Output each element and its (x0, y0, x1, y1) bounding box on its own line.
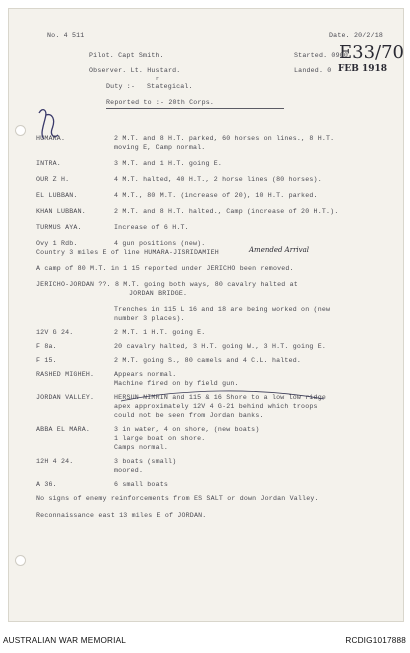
entry-detail: 2 M.T. and 8 H.T. parked, 60 horses on lines., 8 H.T. (114, 135, 335, 142)
entry-detail: Machine fired on by field gun. (114, 380, 239, 387)
entry-location: EL LUBBAN. (36, 192, 78, 199)
punch-hole (15, 125, 26, 136)
entry-detail: 2 M.T. 1 H.T. going E. (114, 329, 206, 336)
entry-detail: moored. (114, 467, 144, 474)
entry-location: 12V G 24. (36, 329, 74, 336)
reported-to: Reported to :- 20th Corps. (106, 99, 215, 106)
entry-detail: 4 M.T., 80 M.T. (increase of 20), 10 H.T. parked. (114, 192, 318, 199)
header-underline (106, 108, 284, 109)
entry-location: Ovy 1 Rdb. (36, 240, 78, 247)
entry-detail: 20 cavalry halted, 3 H.T. going W., 3 H.T. going E. (114, 343, 327, 350)
jordan-heading: JERICHO-JORDAN ??. 8 M.T. going both ways, 80 cavalry halted at (36, 281, 298, 288)
jordan-heading-2: JORDAN BRIDGE. (129, 290, 188, 297)
entry-location: OUR Z H. (36, 176, 70, 183)
punch-hole (15, 555, 26, 566)
document-sheet (8, 8, 404, 622)
entry-location: TURMUS AYA. (36, 224, 82, 231)
entry-detail: Appears normal. (114, 371, 177, 378)
duty-value: Stategical. (147, 83, 193, 90)
entry-detail: 6 small boats (114, 481, 169, 488)
archive-record-id: RCDIG1017888 (345, 636, 406, 645)
reconnaissance-line: Reconnaissance east 13 miles E of JORDAN. (36, 512, 207, 519)
entry-detail: 4 M.T. halted, 40 H.T., 2 horse lines (80 horses). (114, 176, 322, 183)
entry-location: KHAN LUBBAN. (36, 208, 86, 215)
entry-detail: HERSUN NIMRIN and 115 & 16 Shore to a low low ridge (114, 394, 327, 401)
entry-detail: could not be seen from Jordan banks. (114, 412, 264, 419)
entry-location: ABBA EL MARA. (36, 426, 91, 433)
handwritten-note: Amended Arrival (249, 246, 310, 254)
entry-detail: Camps normal. (114, 444, 169, 451)
entry-location: F 8a. (36, 343, 57, 350)
entry-detail: moving E, Camp normal. (114, 144, 206, 151)
entry-location: RASHED MIGHEH. (36, 371, 95, 378)
reinforcements-line: No signs of enemy reinforcements from ES SALT or down Jordan Valley. (36, 495, 319, 502)
report-date: Date. 20/2/18 (329, 32, 384, 39)
camp-line: A camp of 80 M.T. in 1 15 reported under JERICHO been removed. (36, 265, 294, 272)
handwritten-arrow (119, 385, 329, 407)
archive-institution: AUSTRALIAN WAR MEMORIAL (3, 636, 127, 645)
entry-detail: 3 in water, 4 on shore, (new boats) (114, 426, 260, 433)
entry-location: INTRA. (36, 160, 61, 167)
entry-location: A 36. (36, 481, 57, 488)
entry-detail: 2 M.T. and 8 H.T. halted., Camp (increase of 20 H.T.). (114, 208, 339, 215)
entry-detail: 3 boats (small) (114, 458, 177, 465)
entry-detail: 1 large boat on shore. (114, 435, 206, 442)
landed-time: Landed. 0 (294, 67, 332, 74)
archive-stamp: E33/70 (339, 42, 405, 63)
received-date-stamp: FEB 1918 (338, 64, 388, 74)
entry-location: F 15. (36, 357, 57, 364)
entry-detail: 3 M.T. and 1 H.T. going E. (114, 160, 223, 167)
entry-detail: 4 gun positions (new). (114, 240, 206, 247)
pilot-line: Pilot. Capt Smith. (89, 52, 164, 59)
observer-line: Observer. Lt. Hustard. (89, 67, 181, 74)
entry-detail: Trenches in 115 L 16 and 18 are being worked on (new (114, 306, 331, 313)
country-line: Country 3 miles E of line HUMARA-JISRIDAMIEH (36, 249, 219, 256)
duty-correction: r (156, 76, 160, 82)
entry-detail: Increase of 6 H.T. (114, 224, 189, 231)
entry-location: HUMARA. (36, 135, 66, 142)
report-number: No. 4 511 (47, 32, 85, 39)
entry-detail: apex approximately 12V 4 G-21 behind which troops (114, 403, 318, 410)
entry-detail: 2 M.T. going S., 80 camels and 4 C.L. halted. (114, 357, 302, 364)
entry-location: 12H 4 24. (36, 458, 74, 465)
entry-detail: number 3 places). (114, 315, 185, 322)
entry-location: JORDAN VALLEY. (36, 394, 95, 401)
duty-label: Duty :- (106, 83, 136, 90)
started-time: Started. 0900 (294, 52, 349, 59)
